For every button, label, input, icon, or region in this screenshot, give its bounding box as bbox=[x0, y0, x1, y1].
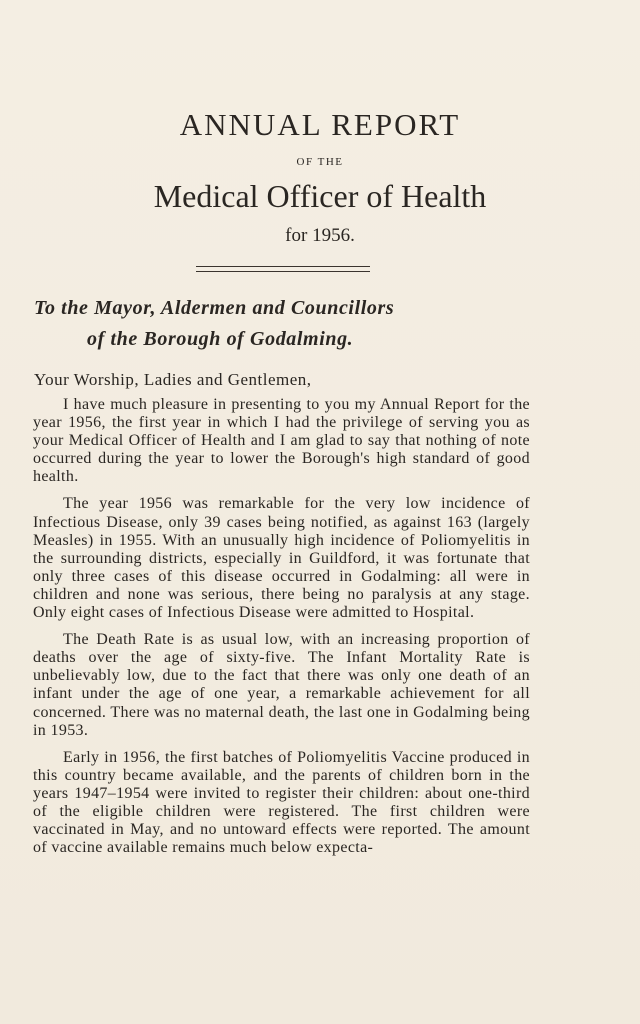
paragraph-4: Early in 1956, the first batches of Poliomyelitis Vaccine produced in this country became available, and the parents of children born in the years 1947–1954 were invited to register their children: about one-third of the eligible children were registered. The first children were vaccinated in May, and no untoward effects were reported. The amount of vaccine available remains much below expecta- bbox=[33, 748, 530, 857]
paragraph-3: The Death Rate is as usual low, with an increasing proportion of deaths over the age of sixty-five. The Infant Mortality Rate is unbelievably low, due to the fact that there was only one death of an infant under the age of one year, a remarkable achievement for all concerned. There was no maternal death, the last one in Godalming being in 1953. bbox=[33, 631, 530, 739]
addressee-line-1: To the Mayor, Aldermen and Councillors bbox=[34, 297, 395, 319]
title-divider-top bbox=[196, 266, 370, 267]
of-the-label: OF THE bbox=[296, 156, 344, 168]
addressee-line-2: of the Borough of Godalming. bbox=[87, 328, 354, 350]
paragraph-2: The year 1956 was remarkable for the very low incidence of Infectious Disease, only 39 cases being notified, as against 163 (largely Measles) in 1955. With an unusually high incidence of Poliomyelitis in the surrounding districts, especially in Guildford, it was fortunate that only three cases of this disease occurred in Godalming: all were in children and none was serious, there being no paralysis at any stage. Only eight cases of Infectious Disease were admitted to Hospital. bbox=[33, 495, 530, 622]
title-divider-bottom bbox=[196, 271, 370, 272]
salutation: Your Worship, Ladies and Gentlemen, bbox=[34, 370, 312, 389]
report-title: ANNUAL REPORT bbox=[179, 107, 461, 142]
report-year: for 1956. bbox=[285, 225, 355, 246]
report-subtitle: Medical Officer of Health bbox=[153, 178, 487, 214]
paragraph-1: I have much pleasure in presenting to you my Annual Report for the year 1956, the first year in which I had the privilege of serving you as your Medical Officer of Health and I am glad to say that nothing of note occurred during the year to lower the Borough's high standard of good health. bbox=[33, 396, 530, 486]
report-body bbox=[33, 396, 530, 866]
